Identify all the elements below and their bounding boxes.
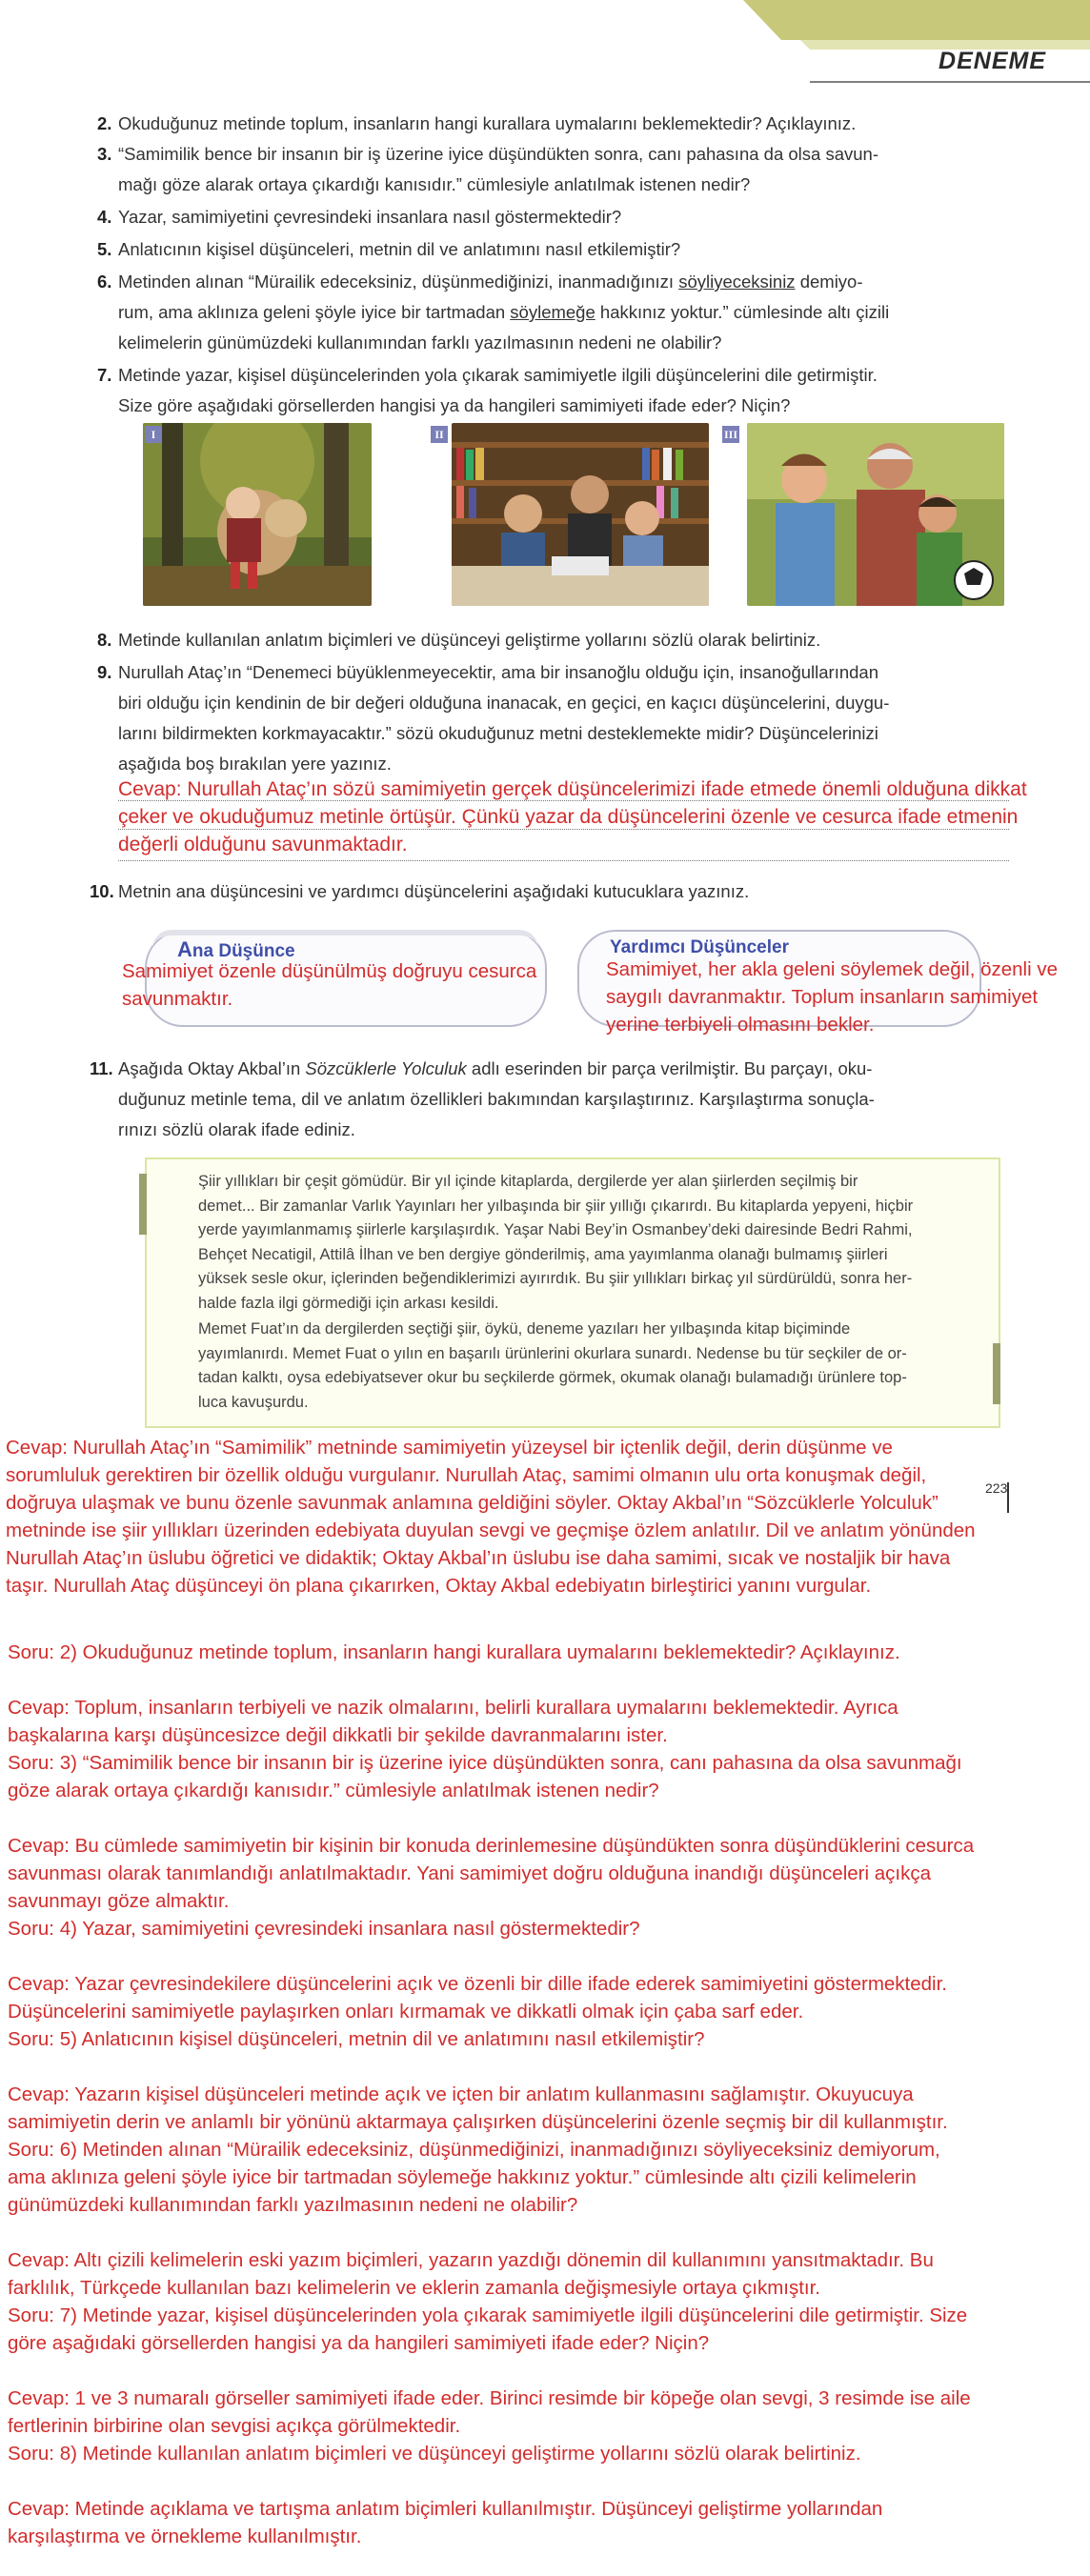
question-number: 11. [90,1058,113,1078]
soru-text: Soru: 8) Metinde kullanılan anlatım biçimleri ve düşünceyi geliştirme yollarını sözlü olarak belirtiniz. [8,2443,861,2465]
question-text: Metinde kullanılan anlatım biçimleri ve düşünceyi geliştirme yollarını sözlü olarak belirtiniz. [118,630,821,650]
answer-text: savunmaktır. [122,988,233,1010]
qa-item-3 [8,1749,1075,1915]
question-number: 10. [90,881,114,901]
question-3 [97,139,1014,200]
question-text: Nurullah Ataç’ın “Denemeci büyüklenmeyecektir, ama bir insanoğlu olduğu için, insanoğullarından [118,662,879,682]
qa-item-7 [8,2302,1075,2440]
cevap-text: Cevap: Yazarın kişisel düşünceleri metinde açık ve içten bir anlatım kullanmasını sağlamıştır. Okuyucuya [8,2083,914,2105]
answer-text: yerine terbiyeli olmasını bekler. [606,1014,875,1036]
excerpt-line: tadan kalktı, oysa edebiyatsever okur bu seçkilerde görmek, okumak olanağı bulamadığı ürünlere top- [198,1369,907,1386]
excerpt-line: luca kavuşurdu. [198,1393,309,1411]
cevap-text: Cevap: Altı çizili kelimelerin eski yazım biçimleri, yazarın yazdığı dönemin dil kullanımını yansıtmaktadır. Bu [8,2249,934,2271]
question-5 [97,234,1014,265]
question-text: Size göre aşağıdaki görsellerden hangisi ya da hangileri samimiyeti ifade eder? Niçin? [118,395,791,415]
soru-text: Soru: 6) Metinden alınan “Mürailik edeceksiniz, düşünmediğinizi, inanmadığınızı söyliyeceksiniz demiyorum, [8,2139,940,2161]
soru-text: Soru: 5) Anlatıcının kişisel düşünceleri, metnin dil ve anlatımını nasıl etkilemiştir? [8,2028,705,2050]
cevap-text: farklılık, Türkçede kullanılan bazı kelimelerin ve eklerin zamanla değişmesiyle ortaya çıkmıştır. [8,2277,820,2299]
cevap-text: samimiyetin derin ve anlamlı bir yönünü aktarmaya çalışırken düşüncelerini özenle seçmiş bir dil kullanmıştır. [8,2111,948,2133]
qa-item-5 [8,2025,1075,2136]
qa-section [8,1639,1075,2550]
answer-line [118,860,1009,861]
question-text: aşağıda boş bırakılan yere yazınız. [118,754,392,774]
question-number: 3. [97,144,112,164]
soru-text: günümüzdeki kullanımından farklı yazılmasının nedeni ne olabilir? [8,2194,578,2216]
answer-text: taşır. Nurullah Ataç düşünceyi ön plana çıkarırken, Oktay Akbal edebiyatın birleştirici yanını vurgular. [6,1575,872,1597]
book-title: Sözcüklerle Yolculuk [305,1058,467,1078]
cevap-text: savunması olarak tanımlandığı anlatılmaktadır. Yani samimiyet doğru olduğuna inandığı düşünceleri açıkça [8,1862,931,1884]
cevap-text: Cevap: Bu cümlede samimiyetin bir kişinin bir konuda derinlemesine düşündükten sonra düşündüklerini cesurca [8,1835,975,1857]
question-text: Okuduğunuz metinde toplum, insanların hangi kurallara uymalarını beklemektedir? Açıklayınız. [118,113,857,133]
question-number: 9. [97,662,112,682]
cevap-text: savunmayı göze almaktır. [8,1890,230,1912]
header-decoration [0,0,1090,86]
qa-item-8 [8,2440,1075,2550]
answer-text: Cevap: Nurullah Ataç’ın “Samimilik” metninde samimiyetin yüzeysel bir içtenlik değil, derin düşünme ve [6,1437,893,1459]
soru-text: Soru: 7) Metinde yazar, kişisel düşüncelerinden yola çıkarak samimiyetle ilgili düşüncelerini dile getirmiştir. Size [8,2304,968,2326]
excerpt-line: yayımlanırdı. Memet Fuat o yılın en başarılı ürünlerini okurlara sunardı. Nedense bu tür seçkiler de or- [198,1344,907,1362]
question-text: adlı eserinden bir parça verilmiştir. Bu parçayı, oku- [466,1058,873,1078]
supporting-ideas-title: Yardımcı Düşünceler [610,937,789,957]
excerpt-line: Behçet Necatigil, Attilâ İlhan ve ben dergiye gönderilmiş, ama yayımlanma olanağı bulmamış şiirleri [198,1245,888,1263]
question-text: larını bildirmekten korkmayacaktır.” sözü okuduğunuz metni desteklemekte midir? Düşüncelerinizi [118,723,878,743]
question-number: 2. [97,113,112,133]
question-text: “Samimilik bence bir insanın bir iş üzerine iyice düşündükten sonra, canı pahasına da olsa savun- [118,144,878,164]
question-text: rınızı sözlü olarak ifade ediniz. [118,1119,355,1139]
cevap-text: karşılaştırma ve örnekleme kullanılmıştır. [8,2526,362,2547]
excerpt-paragraph-1 [198,1170,979,1316]
cevap-text: başkalarına karşı düşüncesizce değil dikkatli bir şekilde davranmalarını ister. [8,1724,668,1746]
soru-text: ama aklınıza geleni şöyle iyice bir tartmadan söylemeğe hakkınız yoktur.” cümlesinde altı çizili kelimelerin [8,2166,917,2188]
supporting-ideas-answer [606,956,1090,1038]
question-9 [97,657,1014,779]
underlined-word: söylemeğe [510,302,595,322]
question-text: mağı göze alarak ortaya çıkardığı kanısıdır.” cümlesiyle anlatılmak istenen nedir? [118,174,751,194]
question-number: 4. [97,207,112,227]
family-portrait-image [747,423,1004,606]
cevap-text: fertlerinin birbirine olan sevgisi açıkça görülmektedir. [8,2415,461,2437]
excerpt-paragraph-2 [198,1318,979,1415]
cevap-text: Cevap: Toplum, insanların terbiyeli ve nazik olmalarını, belirli kurallara uymalarını beklemektedir. Ayrıca [8,1697,898,1719]
picture-label-3: III [723,428,737,441]
page-number: 223 [985,1480,1008,1496]
cevap-text: Cevap: Metinde açıklama ve tartışma anlatım biçimleri kullanılmıştır. Düşünceyi geliştirme yollarından [8,2498,883,2520]
question-text: duğunuz metinle tema, dil ve anlatım özellikleri bakımından karşılaştırınız. Karşılaştırma sonuçla- [118,1089,875,1109]
answer-text: Samimiyet, her akla geleni söylemek değil, özenli ve [606,958,1059,980]
picture-label-2: II [431,426,448,443]
qa-item-4 [8,1915,1075,2025]
answer-text: doğruya ulaşmak ve bunu özenle savunmak anlamına geldiğini söyler. Oktay Akbal’ın “Sözcüklerle Yolculuk” [6,1492,939,1514]
header-title: DENEME [939,48,1046,74]
excerpt-line: yerde yayımlanmamış şiirlerle karşılaşırdık. Yaşar Nabi Bey’in Osmanbey’deki dairesinde Bedri Rahmi, [198,1221,913,1238]
question-text: Metinden alınan “Mürailik edeceksiniz, düşünmediğinizi, inanmadığınızı [118,272,679,292]
question-text: Aşağıda Oktay Akbal’ın [118,1058,306,1078]
question-11 [90,1054,1014,1145]
soru-text: Soru: 3) “Samimilik bence bir insanın bir iş üzerine iyice düşündükten sonra, canı pahasına da olsa savunmağı [8,1752,962,1774]
question-6 [97,267,1014,358]
excerpt-line: halde fazla ilgi görmediği için arkası kesildi. [198,1294,499,1312]
excerpt-line: Şiir yıllıkları bir çeşit gömüdür. Bir yıl içinde kitaplarda, dergilerde yer alan şiirlerden seçilmiş bir [198,1173,858,1190]
excerpt-line: demet... Bir zamanlar Varlık Yayınları her yılbaşında bir şiir yıllığı çıkarırdı. Bu kitaplarda yepyeni, hiçbir [198,1197,914,1215]
question-number: 6. [97,272,112,292]
answer-text: metninde ise şiir yıllıkları üzerinden edebiyata duyulan sevgi ve geçmişe özlem anlatılır. Dil ve anlatım yönünden [6,1519,976,1541]
question-number: 7. [97,365,112,385]
question-10 [90,876,1014,907]
soru-text: göre aşağıdaki görsellerden hangisi ya da hangileri samimiyeti ifade eder? Niçin? [8,2332,710,2354]
main-idea-answer [122,957,560,1013]
answer-text: çeker ve okuduğumuz metinle örtüşür. Çünkü yazar da düşüncelerini özenle ve cesurca ifade etmenin [118,806,1019,828]
question-2 [97,109,1014,139]
cevap-text: Cevap: 1 ve 3 numaralı görseller samimiyeti ifade eder. Birinci resimde bir köpeğe olan sevgi, 3 resimde ise aile [8,2387,971,2409]
soru-text: Soru: 4) Yazar, samimiyetini çevresindeki insanlara nasıl göstermektedir? [8,1918,640,1940]
soru-text: Soru: 2) Okuduğunuz metinde toplum, insanların hangi kurallara uymalarını beklemektedir? Açıklayınız. [8,1641,900,1663]
excerpt-marker [139,1174,147,1235]
answer-text: Cevap: Nurullah Ataç’ın sözü samimiyetin gerçek düşüncelerimizi ifade etmede önemli olduğuna dikkat [118,778,1027,800]
q9-answer [118,775,1085,858]
question-7 [97,360,1014,421]
excerpt-marker [993,1343,1000,1404]
question-text: rum, ama aklınıza geleni şöyle iyice bir tartmadan [118,302,511,322]
q11-answer [6,1434,1082,1600]
students-in-library-image [452,423,709,606]
main-idea-title: Ana Düşünce [177,937,295,961]
question-text: biri olduğu için kendinin de bir değeri olduğuna inanacak, en geçici, en kaçıcı düşüncelerini, duygu- [118,693,890,713]
question-text: demiyo- [795,272,863,292]
question-4 [97,202,1014,232]
question-text: kelimelerin günümüzdeki kullanımından farklı yazılmasının nedeni ne olabilir? [118,332,722,352]
soru-text: göze alarak ortaya çıkardığı kanısıdır.” cümlesiyle anlatılmak istenen nedir? [8,1780,659,1801]
answer-text: sorumluluk gerektiren bir özellik olduğu vurgulanır. Nurullah Ataç, samimi olmanın ulu orta konuşmak değil, [6,1464,927,1486]
question-number: 8. [97,630,112,650]
question-text: Anlatıcının kişisel düşünceleri, metnin dil ve anlatımını nasıl etkilemiştir? [118,239,681,259]
question-text: Metnin ana düşüncesini ve yardımcı düşüncelerini aşağıdaki kutucuklara yazınız. [118,881,750,901]
answer-text: saygılı davranmaktır. Toplum insanların samimiyet [606,986,1039,1008]
question-8 [97,625,1014,655]
question-text: Metinde yazar, kişisel düşüncelerinden yola çıkarak samimiyetle ilgili düşüncelerini dile getirmiştir. [118,365,878,385]
underlined-word: söyliyeceksiniz [678,272,796,292]
cevap-text: Düşüncelerini samimiyetle paylaşırken onları kırmamak ve dikkatli olmak için çaba sarf eder. [8,2001,804,2023]
picture-label-1: I [145,426,162,443]
question-text: Yazar, samimiyetini çevresindeki insanlara nasıl göstermektedir? [118,207,622,227]
answer-text: değerli olduğunu savunmaktadır. [118,834,408,855]
qa-item-2 [8,1639,1075,1749]
cevap-text: Cevap: Yazar çevresindekilere düşüncelerini açık ve özenli bir dille ifade ederek samimiyetini göstermektedir. [8,1973,947,1995]
qa-item-6 [8,2136,1075,2302]
excerpt-line: Memet Fuat’ın da dergilerden seçtiği şiir, öykü, deneme yazıları her yılbaşında kitap biçiminde [198,1320,851,1338]
question-number: 5. [97,239,112,259]
answer-text: Nurullah Ataç’ın üslubu öğretici ve didaktik; Oktay Akbal’ın üslubu ise daha samimi, sıcak ve nostaljik bir hava [6,1547,951,1569]
header-banner [0,0,1090,86]
child-hugging-dog-image [143,423,372,606]
excerpt-line: yüksek sesle okur, içlerinden beğendiklerimizi ayırırdık. Bu şiir yıllıkları birkaç yıl sürdürüldü, sonra her- [198,1270,913,1287]
question-text: hakkınız yoktur.” cümlesinde altı çizili [595,302,890,322]
answer-text: Samimiyet özenle düşünülmüş doğruyu cesurca [122,960,537,982]
